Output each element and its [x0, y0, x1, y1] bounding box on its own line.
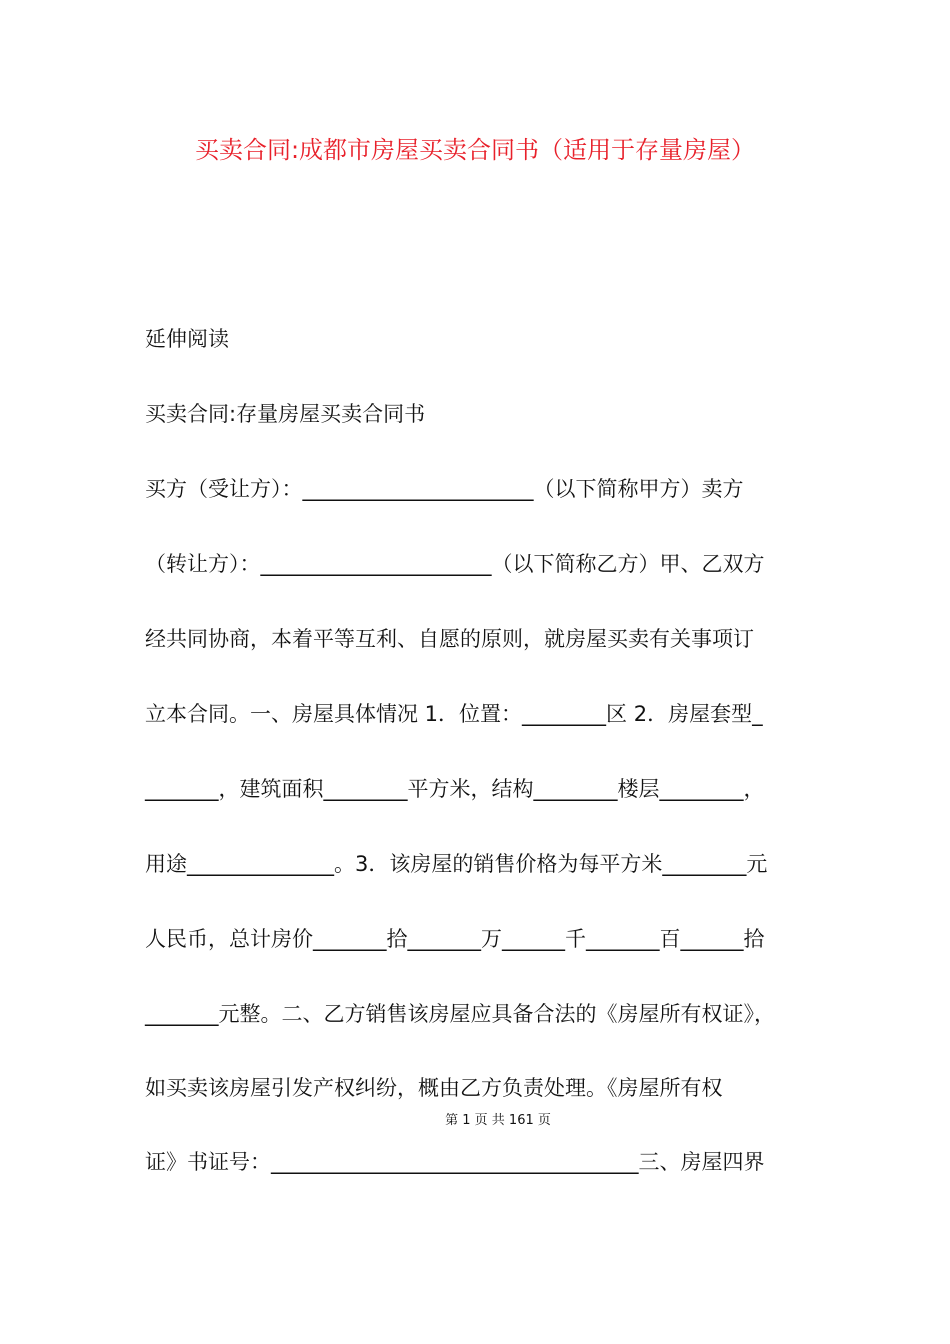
body-line-8: _______元整。二、乙方销售该房屋应具备合法的《房屋所有权证》，: [145, 1002, 775, 1026]
body-line-4: 立本合同。一、房屋具体情况 1．位置：________区 2．房屋套型_: [145, 702, 763, 726]
subheading-contract-name: 买卖合同:存量房屋买卖合同书: [145, 402, 426, 426]
body-line-9: 如买卖该房屋引发产权纠纷，概由乙方负责处理。《房屋所有权: [145, 1076, 723, 1100]
section-heading-extended-reading: 延伸阅读: [145, 327, 229, 351]
body-line-10: 证》书证号：___________________________________三、房屋四界: [145, 1150, 765, 1174]
document-title: 买卖合同:成都市房屋买卖合同书（适用于存量房屋）: [194, 136, 756, 164]
body-line-3: 经共同协商，本着平等互利、自愿的原则，就房屋买卖有关事项订: [145, 627, 754, 651]
body-line-2: （转让方）：______________________（以下简称乙方）甲、乙双方: [145, 552, 765, 576]
body-line-7: 人民币，总计房价_______拾_______万______千_______百______拾: [145, 927, 765, 951]
body-line-5: _______，建筑面积________平方米，结构________楼层________，: [145, 777, 765, 801]
page-number-footer: 第 1 页 共 161 页: [445, 1113, 551, 1128]
body-line-6: 用途______________。3．该房屋的销售价格为每平方米________元: [145, 852, 768, 876]
body-line-1: 买方（受让方）：______________________（以下简称甲方）卖方: [145, 477, 744, 501]
